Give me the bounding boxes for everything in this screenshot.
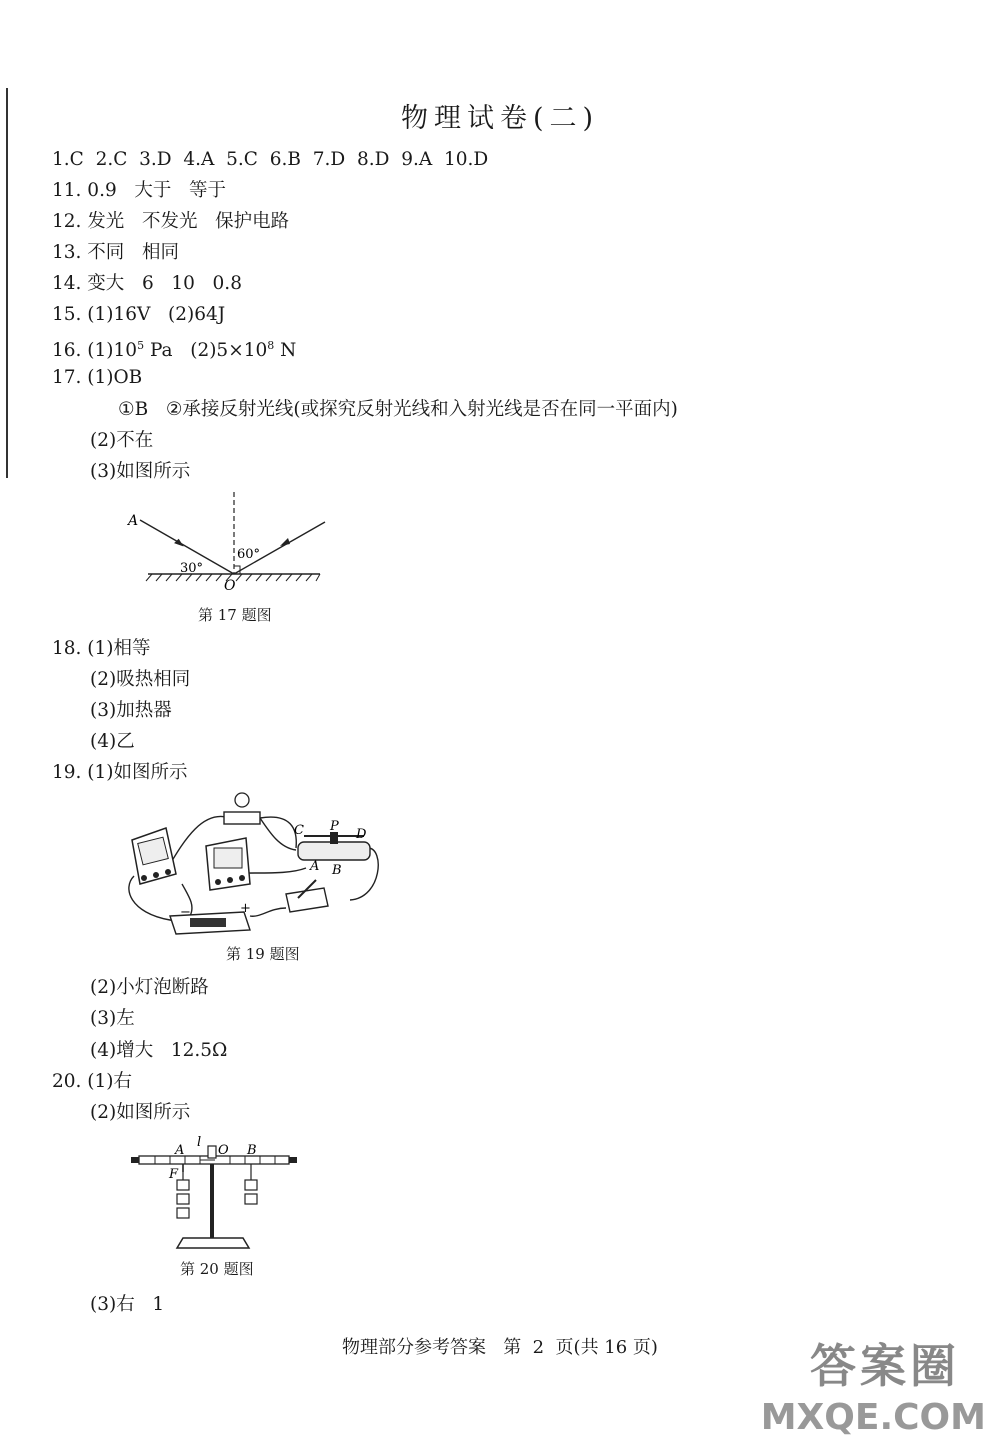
answer-q19-1: 19. (1)如图所示 [52,762,188,783]
answer-q12: 12. 发光 不发光 保护电路 [52,211,290,232]
figure-20-caption: 第 20 题图 [180,1260,254,1278]
answer-q20-3: (3)右 1 [90,1294,165,1315]
watermark-url: MXQE.COM [760,1397,986,1438]
label-l: l [197,1136,202,1150]
answer-q13: 13. 不同 相同 [52,242,179,263]
answer-q20-1: 20. (1)右 [52,1071,133,1092]
answer-q17-3: (3)如图所示 [90,461,191,482]
right-weights [245,1164,257,1204]
page-footer: 物理部分参考答案 第 2 页(共 16 页) [342,1337,658,1358]
label-b: B [247,1143,257,1158]
label-a: A [128,513,139,529]
label-b: B [332,863,342,878]
page-title: 物理试卷(二) [400,103,600,134]
label-d: D [356,827,367,842]
answer-q18-2: (2)吸热相同 [90,669,191,690]
q16-part-b: Pa (2)5×10 [144,340,268,362]
answer-q17-1b: ①B ②承接反射光线(或探究反射光线和入射光线是否在同一平面内) [118,399,678,420]
answer-q19-3: (3)左 [90,1008,135,1029]
battery-minus: − [180,905,191,920]
angle-60: 60° [237,547,261,562]
label-a: A [310,859,320,874]
left-nut [131,1157,139,1163]
right-nut [289,1157,297,1163]
battery-plus: + [240,901,251,916]
bulb [224,793,260,824]
answer-q18-4: (4)乙 [90,731,135,752]
q16-exponent-1: 5 [137,339,145,352]
answer-q14: 14. 变大 6 10 0.8 [52,273,242,294]
figure-19-caption: 第 19 题图 [226,945,300,963]
binding-margin-line [6,88,8,478]
stand-base [177,1238,249,1248]
answer-q17-2: (2)不在 [90,430,154,451]
label-f: F [169,1167,179,1182]
answer-q20-2: (2)如图所示 [90,1102,191,1123]
answer-q19-2: (2)小灯泡断路 [90,977,209,998]
label-p: P [330,819,339,834]
q16-part-c: N [274,340,297,362]
q16-part-a: 16. (1)10 [52,340,138,362]
switch [286,880,328,912]
answer-q18-3: (3)加热器 [90,700,172,721]
answer-q16 [52,335,296,362]
answer-q15: 15. (1)16V (2)64J [52,304,226,325]
pivot-top [208,1146,216,1158]
label-c: C [294,823,304,838]
answer-q18-1: 18. (1)相等 [52,638,151,659]
answer-q19-4: (4)增大 12.5Ω [90,1040,228,1061]
left-weights [177,1164,189,1218]
figure-20-lever [125,1136,305,1256]
label-o: O [218,1143,229,1158]
voltmeter [132,828,176,884]
answer-q11: 11. 0.9 大于 等于 [52,180,227,201]
reflected-arrow [280,538,290,546]
q16-exponent-2: 8 [267,339,275,352]
angle-30: 30° [180,561,204,576]
watermark-logo-text: 答案圈 [810,1339,960,1393]
figure-17-caption: 第 17 题图 [198,606,272,624]
figure-17-reflection [120,488,340,603]
label-o: O [224,578,236,594]
answer-q17-1: 17. (1)OB [52,367,143,388]
answer-q1-10: 1.C 2.C 3.D 4.A 5.C 6.B 7.D 8.D 9.A 10.D [52,149,489,170]
label-a: A [175,1143,185,1158]
figure-19-circuit [120,788,390,938]
ammeter [206,838,250,890]
